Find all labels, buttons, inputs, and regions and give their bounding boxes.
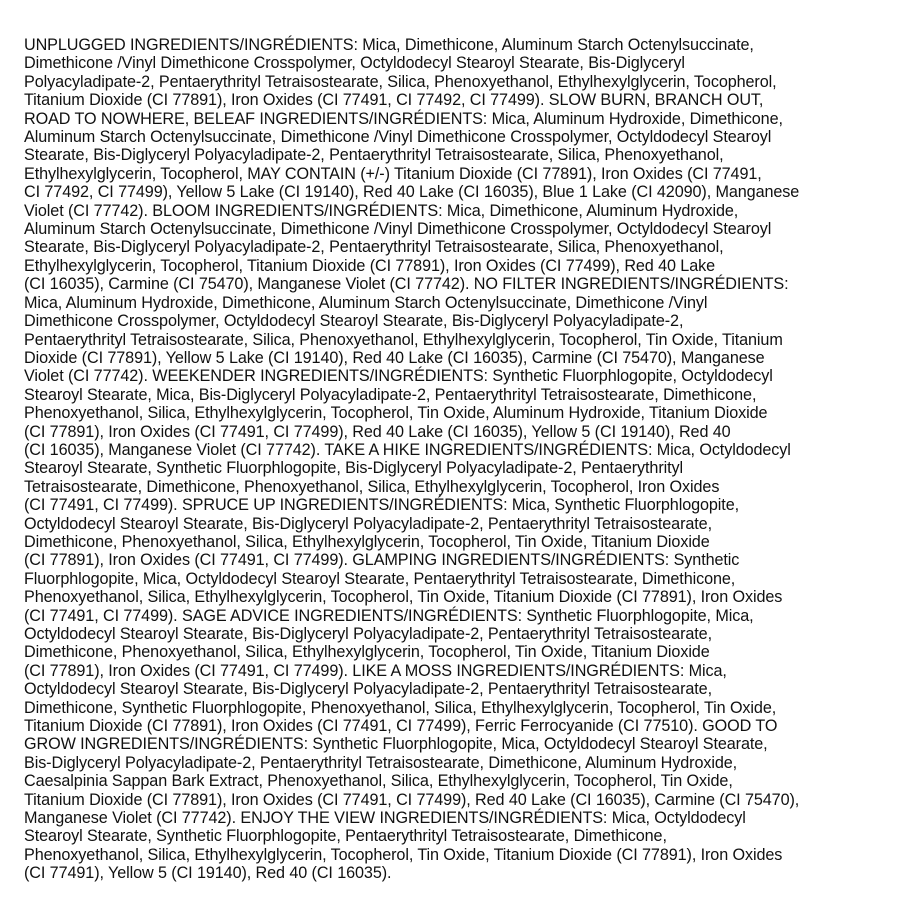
ingredients-line: GROW INGREDIENTS/INGRÉDIENTS: Synthetic Fluorphlogopite, Mica, Octyldodecyl Stearoyl Stearate, xyxy=(24,735,768,754)
ingredients-line: Dimethicone /Vinyl Dimethicone Crosspolymer, Octyldodecyl Stearoyl Stearate, Bis-Diglyceryl xyxy=(24,54,685,73)
ingredients-line: Stearoyl Stearate, Mica, Bis-Diglyceryl Polyacyladipate-2, Pentaerythrityl Tetraisostearate, Dimethicone, xyxy=(24,385,757,404)
ingredients-line: Polyacyladipate-2, Pentaerythrityl Tetraisostearate, Silica, Phenoxyethanol, Ethylhexylglycerin, Tocopherol, xyxy=(24,72,777,91)
ingredients-line: (CI 77891), Iron Oxides (CI 77491, CI 77499). LIKE A MOSS INGREDIENTS/INGRÉDIENTS: Mica, xyxy=(24,661,727,680)
ingredients-line: Octyldodecyl Stearoyl Stearate, Bis-Diglyceryl Polyacyladipate-2, Pentaerythrityl Tetraisostearate, xyxy=(24,680,712,699)
ingredients-line: (CI 77491, CI 77499). SAGE ADVICE INGREDIENTS/INGRÉDIENTS: Synthetic Fluorphlogopite, Mica, xyxy=(24,606,754,625)
ingredients-line: (CI 77491), Yellow 5 (CI 19140), Red 40 (CI 16035). xyxy=(24,864,392,883)
ingredients-line: Aluminum Starch Octenylsuccinate, Dimethicone /Vinyl Dimethicone Crosspolymer, Octyldodecyl Stearoyl xyxy=(24,128,772,147)
ingredients-line: Dimethicone Crosspolymer, Octyldodecyl Stearoyl Stearate, Bis-Diglyceryl Polyacyladipate-2, xyxy=(24,312,684,331)
ingredients-line: Titanium Dioxide (CI 77891), Iron Oxides (CI 77491, CI 77499), Ferric Ferrocyanide (CI 77510). GOOD TO xyxy=(24,717,778,736)
ingredients-line: CI 77492, CI 77499), Yellow 5 Lake (CI 19140), Red 40 Lake (CI 16035), Blue 1 Lake (CI 42090), Manganese xyxy=(24,183,800,202)
ingredients-line: Stearate, Bis-Diglyceryl Polyacyladipate-2, Pentaerythrityl Tetraisostearate, Silica, Phenoxyethanol, xyxy=(24,238,724,257)
ingredients-line: Fluorphlogopite, Mica, Octyldodecyl Stearoyl Stearate, Pentaerythrityl Tetraisostearate, Dimethicone, xyxy=(24,569,736,588)
ingredients-line: Dimethicone, Phenoxyethanol, Silica, Ethylhexylglycerin, Tocopherol, Tin Oxide, Titanium Dioxide xyxy=(24,532,710,551)
ingredients-line: Bis-Diglyceryl Polyacyladipate-2, Pentaerythrityl Tetraisostearate, Dimethicone, Aluminum Hydroxide, xyxy=(24,753,738,772)
ingredients-line: (CI 16035), Carmine (CI 75470), Manganese Violet (CI 77742). NO FILTER INGREDIENTS/INGRÉDIENTS: xyxy=(24,275,789,294)
ingredients-line: Violet (CI 77742). WEEKENDER INGREDIENTS/INGRÉDIENTS: Synthetic Fluorphlogopite, Octyldodecyl xyxy=(24,367,773,386)
ingredients-line: (CI 77891), Iron Oxides (CI 77491, CI 77499). GLAMPING INGREDIENTS/INGRÉDIENTS: Synthetic xyxy=(24,551,740,570)
ingredients-line: Phenoxyethanol, Silica, Ethylhexylglycerin, Tocopherol, Tin Oxide, Titanium Dioxide (CI 77891), Iron Oxides xyxy=(24,588,783,607)
ingredients-line: (CI 77891), Iron Oxides (CI 77491, CI 77499), Red 40 Lake (CI 16035), Yellow 5 (CI 19140), Red 40 xyxy=(24,422,731,441)
ingredients-line: Octyldodecyl Stearoyl Stearate, Bis-Diglyceryl Polyacyladipate-2, Pentaerythrityl Tetraisostearate, xyxy=(24,514,712,533)
ingredients-line: (CI 16035), Manganese Violet (CI 77742). TAKE A HIKE INGREDIENTS/INGRÉDIENTS: Mica, Octyldodecyl xyxy=(24,440,791,459)
ingredients-line: Caesalpinia Sappan Bark Extract, Phenoxyethanol, Silica, Ethylhexylglycerin, Tocopherol, Tin Oxide, xyxy=(24,772,733,791)
ingredients-line: Violet (CI 77742). BLOOM INGREDIENTS/INGRÉDIENTS: Mica, Dimethicone, Aluminum Hydroxide, xyxy=(24,201,739,220)
ingredients-line: Phenoxyethanol, Silica, Ethylhexylglycerin, Tocopherol, Tin Oxide, Aluminum Hydroxide, Titanium Dioxide xyxy=(24,404,768,423)
ingredients-line: Tetraisostearate, Dimethicone, Phenoxyethanol, Silica, Ethylhexylglycerin, Tocopherol, Iron Oxides xyxy=(24,477,720,496)
ingredients-line: Ethylhexylglycerin, Tocopherol, MAY CONTAIN (+/-) Titanium Dioxide (CI 77891), Iron Oxides (CI 77491, xyxy=(24,164,762,183)
ingredients-line: Ethylhexylglycerin, Tocopherol, Titanium Dioxide (CI 77891), Iron Oxides (CI 77499), Red 40 Lake xyxy=(24,256,716,275)
ingredients-line: Manganese Violet (CI 77742). ENJOY THE VIEW INGREDIENTS/INGRÉDIENTS: Mica, Octyldodecyl xyxy=(24,809,746,828)
ingredients-line: Stearoyl Stearate, Synthetic Fluorphlogopite, Pentaerythrityl Tetraisostearate, Dimethicone, xyxy=(24,827,667,846)
ingredients-line: Phenoxyethanol, Silica, Ethylhexylglycerin, Tocopherol, Tin Oxide, Titanium Dioxide (CI 77891), Iron Oxides xyxy=(24,845,783,864)
ingredients-text-block xyxy=(24,36,876,883)
ingredients-line: Titanium Dioxide (CI 77891), Iron Oxides (CI 77491, CI 77499), Red 40 Lake (CI 16035), Carmine (CI 75470), xyxy=(24,790,800,809)
ingredients-line: Stearoyl Stearate, Synthetic Fluorphlogopite, Bis-Diglyceryl Polyacyladipate-2, Pentaerythrityl xyxy=(24,459,684,478)
ingredients-line: Stearate, Bis-Diglyceryl Polyacyladipate-2, Pentaerythrityl Tetraisostearate, Silica, Phenoxyethanol, xyxy=(24,146,724,165)
ingredients-line: Titanium Dioxide (CI 77891), Iron Oxides (CI 77491, CI 77492, CI 77499). SLOW BURN, BRANCH OUT, xyxy=(24,91,764,110)
ingredients-line: Mica, Aluminum Hydroxide, Dimethicone, Aluminum Starch Octenylsuccinate, Dimethicone /Vinyl xyxy=(24,293,708,312)
ingredients-line: Octyldodecyl Stearoyl Stearate, Bis-Diglyceryl Polyacyladipate-2, Pentaerythrityl Tetraisostearate, xyxy=(24,625,712,643)
ingredients-line: Dioxide (CI 77891), Yellow 5 Lake (CI 19140), Red 40 Lake (CI 16035), Carmine (CI 75470), Manganese xyxy=(24,348,765,367)
ingredients-line: UNPLUGGED INGREDIENTS/INGRÉDIENTS: Mica, Dimethicone, Aluminum Starch Octenylsuccinate, xyxy=(24,36,754,54)
ingredients-line: Dimethicone, Synthetic Fluorphlogopite, Phenoxyethanol, Silica, Ethylhexylglycerin, Tocopherol, Tin Oxide, xyxy=(24,698,777,717)
ingredients-line: Dimethicone, Phenoxyethanol, Silica, Ethylhexylglycerin, Tocopherol, Tin Oxide, Titanium Dioxide xyxy=(24,643,710,662)
ingredients-line: ROAD TO NOWHERE, BELEAF INGREDIENTS/INGRÉDIENTS: Mica, Aluminum Hydroxide, Dimethicone, xyxy=(24,109,783,128)
ingredients-line: (CI 77491, CI 77499). SPRUCE UP INGREDIENTS/INGRÉDIENTS: Mica, Synthetic Fluorphlogopite, xyxy=(24,496,740,515)
ingredients-line: Pentaerythrityl Tetraisostearate, Silica, Phenoxyethanol, Ethylhexylglycerin, Tocopherol, Tin Oxide, Titanium xyxy=(24,330,783,349)
ingredients-line: Aluminum Starch Octenylsuccinate, Dimethicone /Vinyl Dimethicone Crosspolymer, Octyldodecyl Stearoyl xyxy=(24,220,772,239)
